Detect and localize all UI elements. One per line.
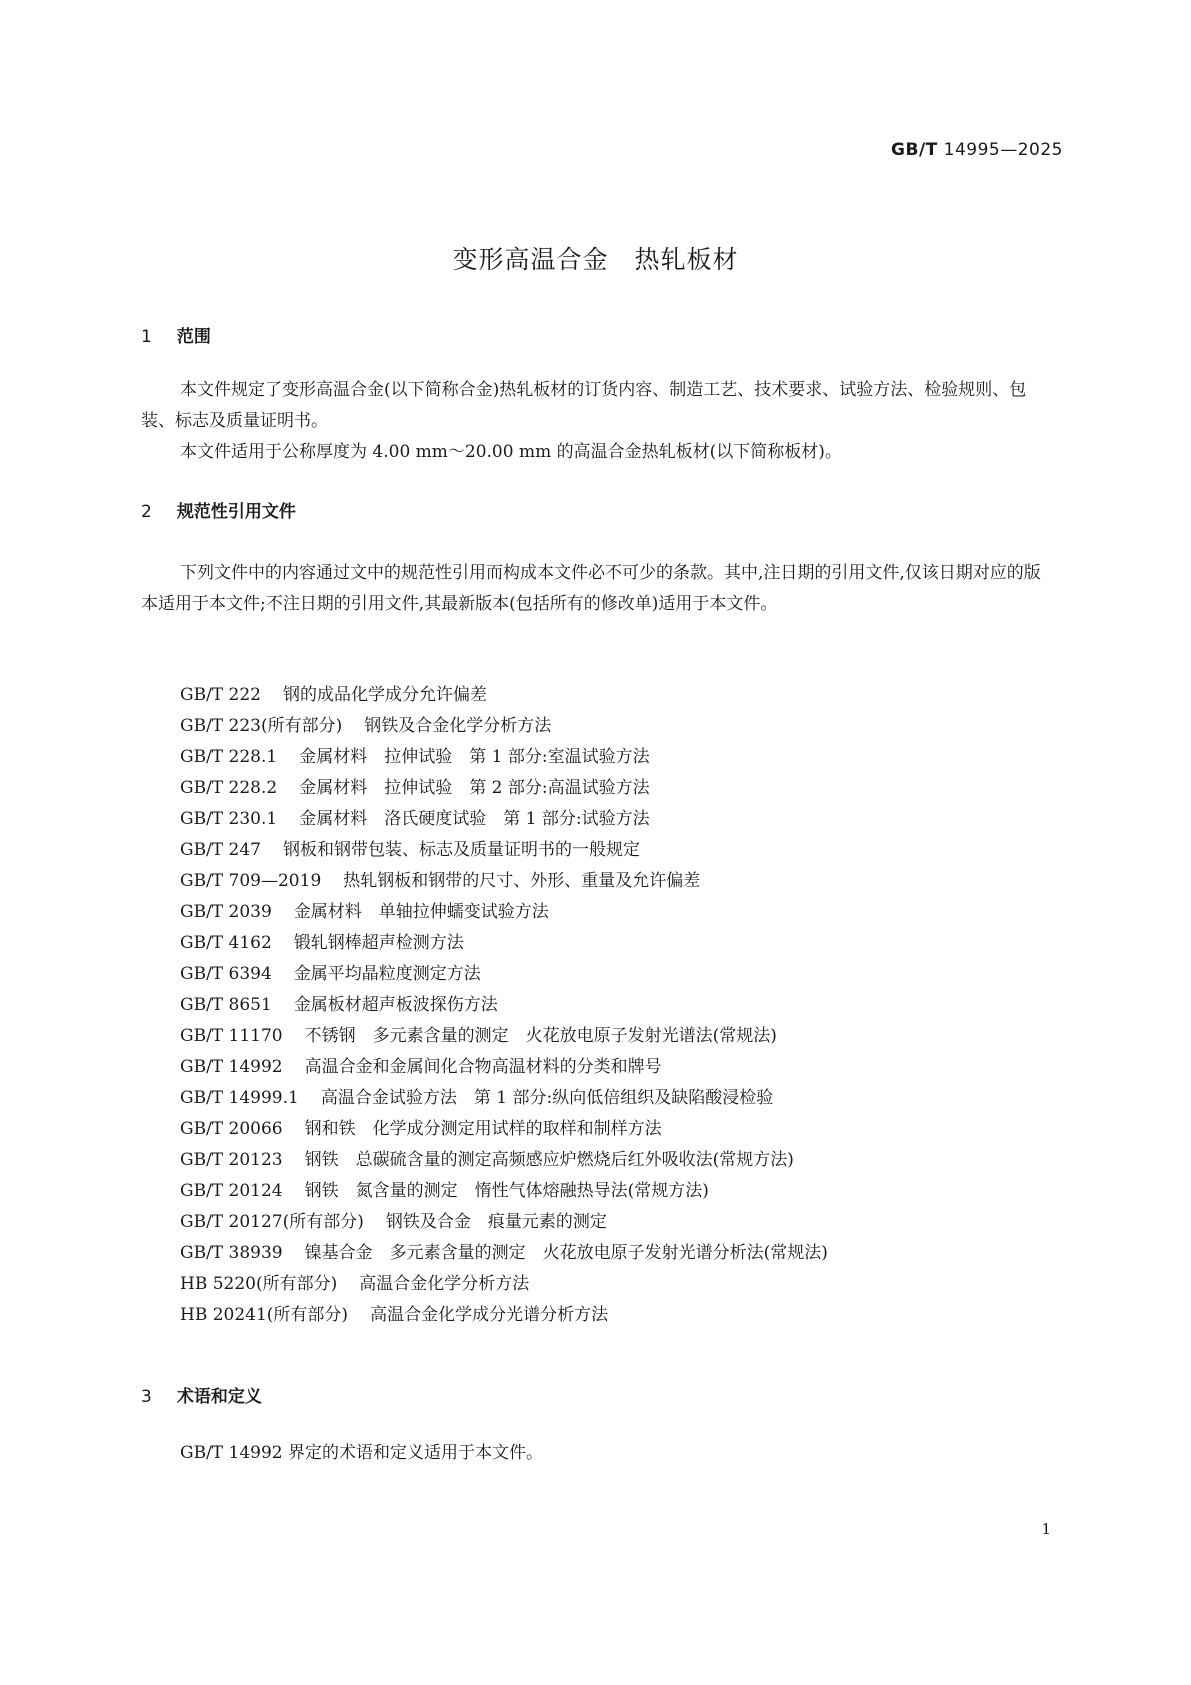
reference-title: 金属材料 洛氏硬度试验 第 1 部分:试验方法 (299, 809, 650, 829)
reference-item (180, 1114, 828, 1145)
reference-item (180, 1207, 828, 1238)
reference-title: 金属板材超声板波探伤方法 (293, 995, 498, 1015)
section-2-number: 2 (141, 502, 152, 522)
reference-code: GB/T 14999.1 (180, 1088, 299, 1108)
section-1-number: 1 (141, 327, 152, 347)
reference-title: 钢和铁 化学成分测定用试样的取样和制样方法 (304, 1119, 662, 1139)
reference-title: 锻轧钢棒超声检测方法 (293, 933, 464, 953)
reference-item (180, 990, 828, 1021)
section-1-paragraph-2: 本文件适用于公称厚度为 4.00 mm～20.00 mm 的高温合金热轧板材(以下简称板材)。 (180, 442, 842, 462)
section-3-text: GB/T 14992 界定的术语和定义适用于本文件。 (180, 1443, 544, 1463)
reference-title: 金属材料 拉伸试验 第 1 部分:室温试验方法 (299, 747, 650, 767)
section-3-heading (141, 1382, 262, 1407)
reference-title: 金属平均晶粒度测定方法 (293, 964, 481, 984)
reference-item (180, 959, 828, 990)
section-1-title: 范围 (176, 327, 211, 347)
reference-code: GB/T 228.2 (180, 778, 278, 798)
section-2-title: 规范性引用文件 (176, 502, 296, 522)
reference-item (180, 1269, 828, 1300)
reference-list (180, 680, 828, 1331)
reference-code: GB/T 247 (180, 840, 261, 860)
reference-item (180, 835, 828, 866)
reference-code: GB/T 8651 (180, 995, 272, 1015)
reference-title: 高温合金化学分析方法 (359, 1274, 530, 1294)
reference-title: 热轧钢板和钢带的尺寸、外形、重量及允许偏差 (343, 871, 701, 891)
reference-title: 高温合金试验方法 第 1 部分:纵向低倍组织及缺陷酸浸检验 (320, 1088, 774, 1108)
reference-code: GB/T 14992 (180, 1057, 283, 1077)
reference-code: GB/T 20127(所有部分) (180, 1212, 364, 1232)
reference-item (180, 928, 828, 959)
section-1-paragraph-1: 本文件规定了变形高温合金(以下简称合金)热轧板材的订货内容、制造工艺、技术要求、试验方法、检验规则、包装、标志及质量证明书。 (141, 380, 1027, 431)
section-1-heading (141, 322, 211, 347)
reference-title: 高温合金和金属间化合物高温材料的分类和牌号 (304, 1057, 662, 1077)
reference-item (180, 742, 828, 773)
reference-title: 钢铁及合金化学分析方法 (364, 716, 552, 736)
reference-code: HB 5220(所有部分) (180, 1274, 338, 1294)
reference-code: GB/T 20123 (180, 1150, 283, 1170)
reference-code: GB/T 4162 (180, 933, 272, 953)
reference-title: 钢铁及合金 痕量元素的测定 (385, 1212, 607, 1232)
reference-title: 钢铁 总碳硫含量的测定高频感应炉燃烧后红外吸收法(常规方法) (304, 1150, 794, 1170)
reference-title: 钢板和钢带包装、标志及质量证明书的一般规定 (283, 840, 640, 860)
reference-item (180, 1052, 828, 1083)
standard-code (891, 140, 1063, 160)
reference-code: GB/T 223(所有部分) (180, 716, 343, 736)
page-number: 1 (1041, 1520, 1051, 1538)
reference-code: GB/T 228.1 (180, 747, 278, 767)
reference-item (180, 773, 828, 804)
reference-code: HB 20241(所有部分) (180, 1305, 349, 1325)
reference-item (180, 1176, 828, 1207)
reference-item (180, 1083, 828, 1114)
reference-code: GB/T 2039 (180, 902, 272, 922)
section-2-heading (141, 497, 296, 522)
reference-code: GB/T 709—2019 (180, 871, 322, 891)
reference-item (180, 680, 828, 711)
reference-code: GB/T 222 (180, 685, 261, 705)
reference-code: GB/T 38939 (180, 1243, 283, 1263)
reference-item (180, 1238, 828, 1269)
document-title: 变形高温合金 热轧板材 (452, 245, 739, 274)
reference-code: GB/T 20066 (180, 1119, 283, 1139)
reference-title: 钢铁 氮含量的测定 惰性气体熔融热导法(常规方法) (304, 1181, 709, 1201)
reference-title: 金属材料 拉伸试验 第 2 部分:高温试验方法 (299, 778, 650, 798)
reference-code: GB/T 6394 (180, 964, 272, 984)
reference-title: 高温合金化学成分光谱分析方法 (370, 1305, 609, 1325)
reference-code: GB/T 20124 (180, 1181, 283, 1201)
reference-item (180, 1145, 828, 1176)
reference-item (180, 1300, 828, 1331)
reference-item (180, 804, 828, 835)
reference-item (180, 897, 828, 928)
section-3-title: 术语和定义 (176, 1387, 262, 1407)
reference-code: GB/T 11170 (180, 1026, 283, 1046)
reference-item (180, 866, 828, 897)
standard-prefix: GB/T (891, 140, 938, 160)
section-3-number: 3 (141, 1387, 152, 1407)
standard-number: 14995—2025 (943, 140, 1063, 160)
reference-title: 钢的成品化学成分允许偏差 (283, 685, 487, 705)
reference-item (180, 711, 828, 742)
reference-title: 金属材料 单轴拉伸蠕变试验方法 (293, 902, 549, 922)
reference-code: GB/T 230.1 (180, 809, 278, 829)
reference-item (180, 1021, 828, 1052)
reference-title: 不锈钢 多元素含量的测定 火花放电原子发射光谱法(常规法) (304, 1026, 777, 1046)
reference-title: 镍基合金 多元素含量的测定 火花放电原子发射光谱分析法(常规法) (304, 1243, 828, 1263)
section-2-intro: 下列文件中的内容通过文中的规范性引用而构成本文件必不可少的条款。其中,注日期的引用文件,仅该日期对应的版本适用于本文件;不注日期的引用文件,其最新版本(包括所有的修改单)适用于本文件。 (141, 563, 1041, 614)
